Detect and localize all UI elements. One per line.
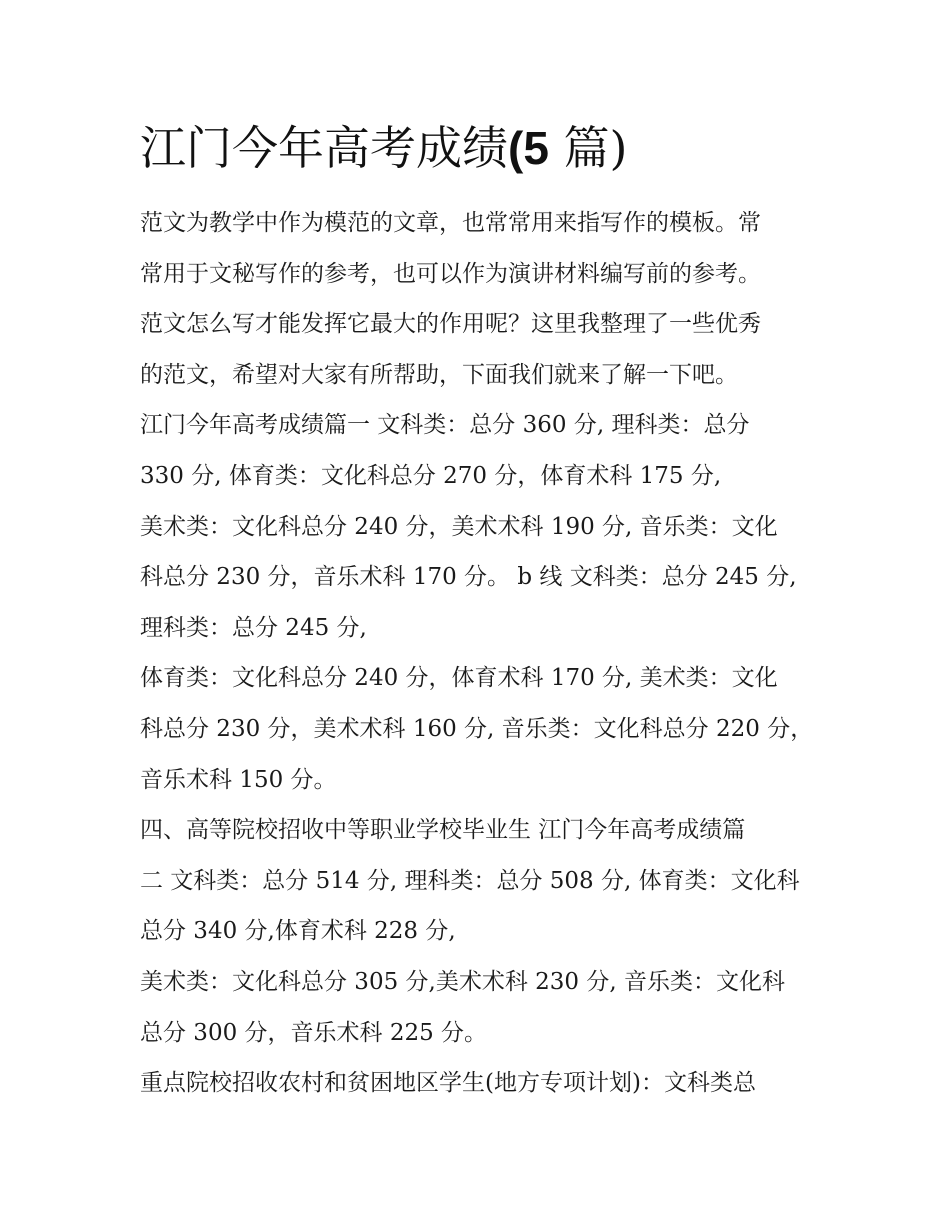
body-line: 的范文，希望对大家有所帮助，下面我们就来了解一下吧。: [140, 361, 738, 388]
body-line: 总分 300 分，音乐术科 225 分。: [140, 1019, 488, 1046]
body-line: 理科类：总分 245 分,: [140, 614, 367, 641]
body-line: 二 文科类：总分 514 分, 理科类：总分 508 分, 体育类：文化科: [140, 867, 800, 894]
document-title: [140, 118, 627, 178]
body-line: 科总分 230 分，音乐术科 170 分。 b 线 文科类：总分 245 分,: [140, 564, 797, 591]
body-line: 范文为教学中作为模范的文章，也常常用来指写作的模板。常: [140, 210, 761, 236]
body-line: 科总分 230 分，美术术科 160 分, 音乐类：文化科总分 220 分，: [140, 715, 814, 742]
body-line: 江门今年高考成绩篇一 文科类：总分 360 分, 理科类：总分: [140, 412, 750, 439]
body-line: 美术类：文化科总分 240 分，美术术科 190 分, 音乐类：文化: [140, 513, 778, 540]
body-line: 总分 340 分,体育术科 228 分,: [140, 918, 456, 945]
title-tail: 篇): [548, 121, 628, 175]
body-line: 四、高等院校招收中等职业学校毕业生 江门今年高考成绩篇: [140, 817, 746, 844]
document-body: [140, 198, 820, 1109]
body-line: 美术类：文化科总分 305 分,美术术科 230 分, 音乐类：文化科: [140, 968, 785, 995]
body-line: 音乐术科 150 分。: [140, 766, 337, 793]
body-line: 330 分, 体育类：文化科总分 270 分，体育术科 175 分,: [140, 462, 722, 489]
body-line: 体育类：文化科总分 240 分，体育术科 170 分, 美术类：文化: [140, 665, 778, 692]
title-main: 江门今年高考成绩: [140, 121, 508, 175]
body-line: 范文怎么写才能发挥它最大的作用呢？这里我整理了一些优秀: [140, 311, 761, 338]
body-line: 重点院校招收农村和贫困地区学生(地方专项计划)：文科类总: [140, 1070, 756, 1097]
title-count: (5: [508, 122, 549, 174]
body-line: 常用于文秘写作的参考，也可以作为演讲材料编写前的参考。: [140, 260, 761, 287]
